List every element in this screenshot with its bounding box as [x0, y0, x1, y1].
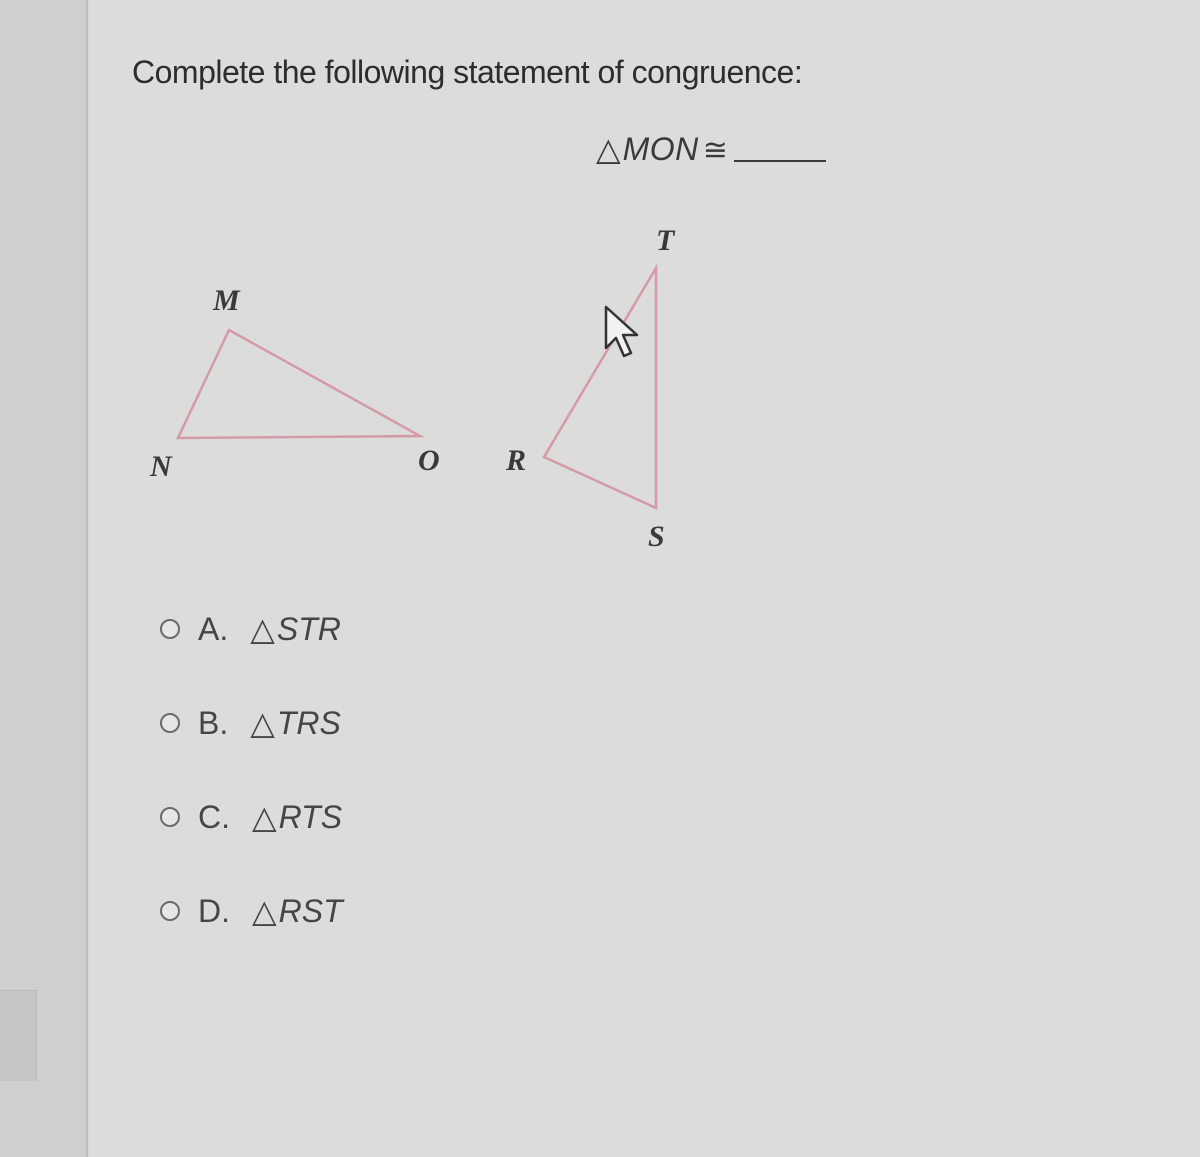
congruence-symbol: ≅ [702, 134, 728, 167]
option-d[interactable] [160, 888, 420, 934]
vertex-label-r: R [506, 444, 527, 477]
option-letter: B. [198, 704, 229, 741]
radio-button-icon[interactable] [160, 807, 180, 827]
option-answer: RTS [278, 798, 343, 835]
vertex-label-o: O [418, 444, 440, 477]
vertex-label-t: T [656, 224, 675, 257]
vertex-label-s: S [648, 520, 665, 553]
triangle-symbol: △ [250, 611, 275, 647]
mouse-pointer-icon [603, 304, 643, 360]
triangle-name: MON [622, 131, 699, 167]
triangle-mon [178, 330, 420, 438]
option-b[interactable] [160, 700, 420, 746]
triangle-symbol: △ [252, 893, 277, 929]
triangle-symbol: △ [250, 705, 275, 741]
radio-button-icon[interactable] [160, 713, 180, 733]
question-prompt: Complete the following statement of congruence: [132, 54, 803, 90]
option-letter: A. [198, 610, 229, 647]
triangle-symbol: △ [252, 799, 277, 835]
option-answer: STR [276, 610, 341, 647]
option-answer: RST [278, 892, 343, 929]
option-c[interactable] [160, 794, 420, 840]
triangle-symbol: △ [596, 131, 621, 167]
option-letter: D. [198, 892, 230, 929]
option-a[interactable] [160, 606, 420, 652]
radio-button-icon[interactable] [160, 619, 180, 639]
vertex-label-m: M [213, 284, 240, 317]
vertex-label-n: N [150, 450, 172, 483]
option-answer: TRS [276, 704, 341, 741]
radio-button-icon[interactable] [160, 901, 180, 921]
option-letter: C. [198, 798, 230, 835]
